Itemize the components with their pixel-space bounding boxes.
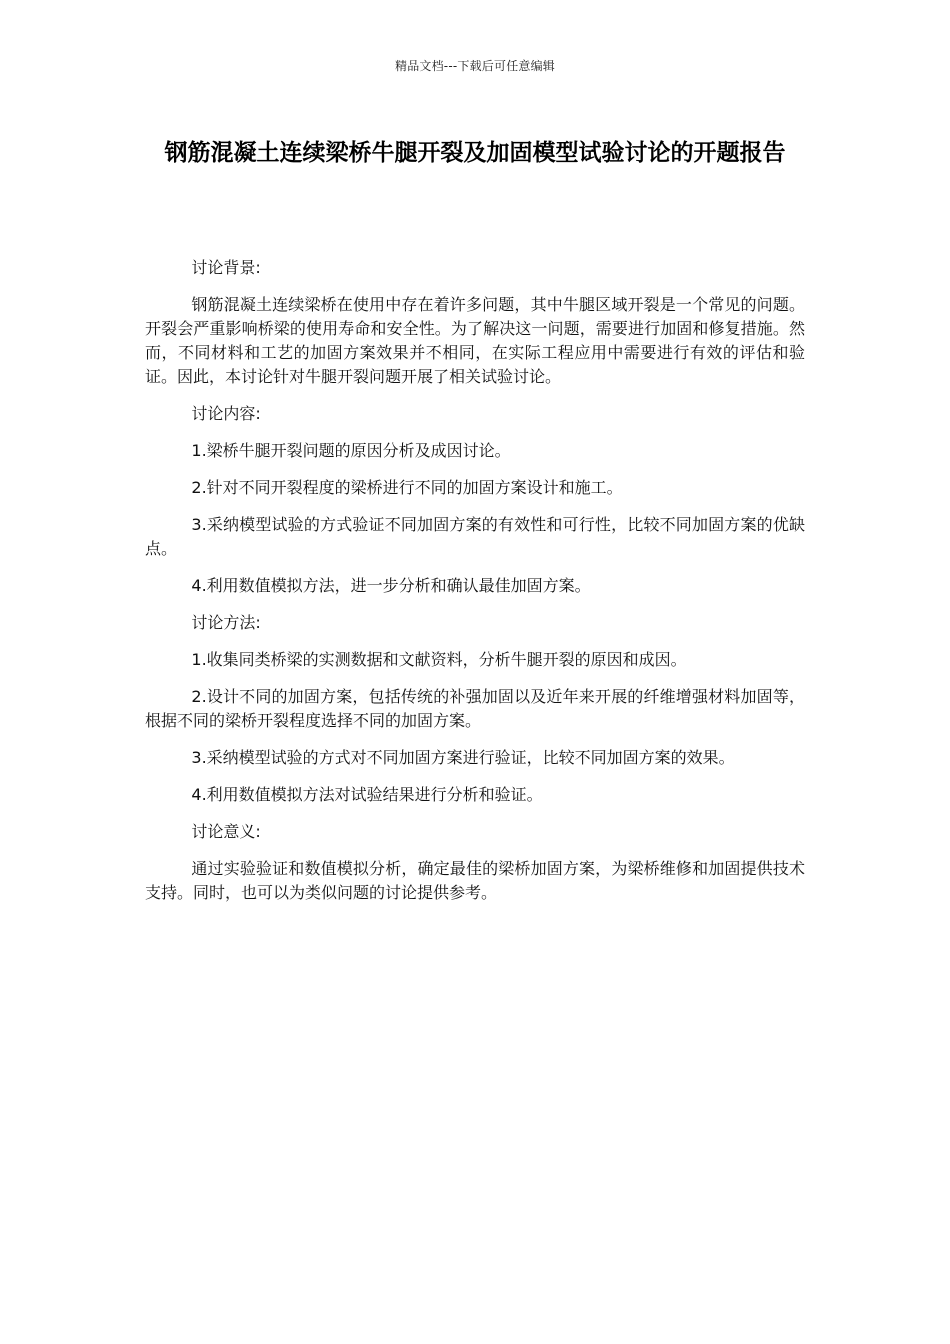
content-item-1: 1.梁桥牛腿开裂问题的原因分析及成因讨论。 bbox=[191, 441, 511, 460]
header-note: 精品文档---下载后可任意编辑 bbox=[395, 59, 555, 73]
method-item-2: 2.设计不同的加固方案，包括传统的补强加固以及近年来开展的纤维增强材料加固等，根据不同的梁桥开裂程度选择不同的加固方案。 bbox=[145, 687, 805, 730]
method-item-3: 3.采纳模型试验的方式对不同加固方案进行验证，比较不同加固方案的效果。 bbox=[191, 748, 735, 767]
content-item-4: 4.利用数值模拟方法，进一步分析和确认最佳加固方案。 bbox=[191, 576, 591, 595]
section-heading-content: 讨论内容: bbox=[191, 404, 261, 423]
content-item-2: 2.针对不同开裂程度的梁桥进行不同的加固方案设计和施工。 bbox=[191, 478, 623, 497]
method-item-4: 4.利用数值模拟方法对试验结果进行分析和验证。 bbox=[191, 785, 543, 804]
document-title: 钢筋混凝土连续梁桥牛腿开裂及加固模型试验讨论的开题报告 bbox=[164, 140, 786, 166]
document-body bbox=[145, 256, 805, 918]
paragraph-background: 钢筋混凝土连续梁桥在使用中存在着许多问题，其中牛腿区域开裂是一个常见的问题。开裂会严重影响桥梁的使用寿命和安全性。为了解决这一问题，需要进行加固和修复措施。然而，不同材料和工艺的加固方案效果并不相同，在实际工程应用中需要进行有效的评估和验证。因此，本讨论针对牛腿开裂问题开展了相关试验讨论。 bbox=[145, 295, 805, 386]
section-heading-background: 讨论背景: bbox=[191, 258, 261, 277]
section-heading-significance: 讨论意义: bbox=[191, 822, 261, 841]
content-item-3: 3.采纳模型试验的方式验证不同加固方案的有效性和可行性，比较不同加固方案的优缺点。 bbox=[145, 515, 805, 558]
paragraph-significance: 通过实验验证和数值模拟分析，确定最佳的梁桥加固方案，为梁桥维修和加固提供技术支持。同时，也可以为类似问题的讨论提供参考。 bbox=[145, 859, 805, 902]
section-heading-method: 讨论方法: bbox=[191, 613, 261, 632]
method-item-1: 1.收集同类桥梁的实测数据和文献资料，分析牛腿开裂的原因和成因。 bbox=[191, 650, 687, 669]
